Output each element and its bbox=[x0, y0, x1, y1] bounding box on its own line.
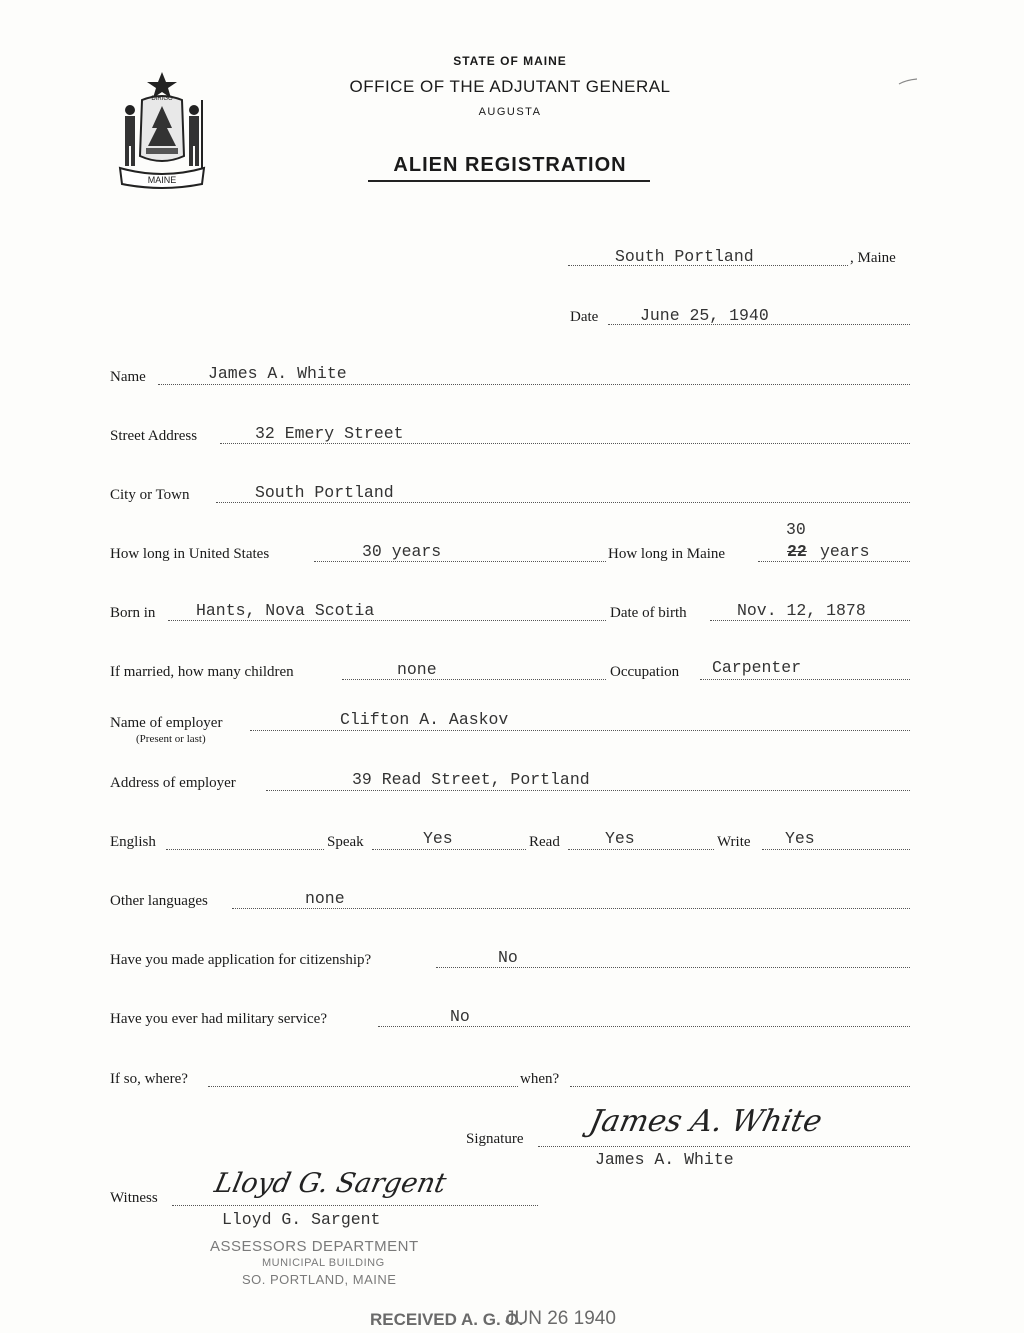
when-line bbox=[570, 1086, 910, 1087]
born-line bbox=[168, 620, 606, 621]
state-seal-icon bbox=[112, 70, 212, 190]
write-label: Write bbox=[717, 834, 751, 850]
dob-value: Nov. 12, 1878 bbox=[737, 601, 866, 620]
witness-handwritten: Lloyd G. Sargent bbox=[211, 1168, 450, 1199]
english-label: English bbox=[110, 834, 156, 850]
header-city: AUGUSTA bbox=[478, 106, 542, 118]
witness-line bbox=[172, 1205, 538, 1206]
place-suffix: , Maine bbox=[850, 250, 896, 266]
occupation-line bbox=[700, 679, 910, 680]
place-value: South Portland bbox=[615, 247, 754, 266]
seal-text: MAINE bbox=[147, 175, 177, 185]
military-value: No bbox=[450, 1007, 470, 1026]
signature-label: Signature bbox=[466, 1131, 524, 1147]
speak-label: Speak bbox=[327, 834, 364, 850]
pencil-mark bbox=[898, 78, 918, 86]
occupation-label: Occupation bbox=[610, 664, 680, 680]
other-languages-line bbox=[232, 908, 910, 909]
signature-line bbox=[538, 1146, 910, 1147]
employer-label: Name of employer bbox=[110, 715, 223, 731]
name-value: James A. White bbox=[208, 364, 347, 383]
dob-label: Date of birth bbox=[610, 605, 687, 621]
city-value: South Portland bbox=[255, 483, 394, 502]
us-stay-value: 30 years bbox=[362, 542, 442, 561]
maine-stay-line bbox=[758, 561, 910, 562]
witness-label: Witness bbox=[110, 1190, 158, 1206]
stamp-department: ASSESSORS DEPARTMENT bbox=[210, 1238, 419, 1255]
seal-motto: DIRIGO bbox=[151, 96, 173, 102]
read-line bbox=[568, 849, 714, 850]
employer-value: Clifton A. Aaskov bbox=[340, 710, 509, 729]
born-label: Born in bbox=[110, 605, 156, 621]
children-value: none bbox=[397, 660, 437, 679]
header-office: OFFICE OF THE ADJUTANT GENERAL bbox=[349, 77, 671, 96]
maine-stay-correction: 30 bbox=[786, 520, 806, 539]
title-underline bbox=[368, 180, 650, 182]
military-line bbox=[378, 1026, 910, 1027]
received-stamp-date: JUN 26 1940 bbox=[505, 1308, 616, 1329]
maine-stay-unit: years bbox=[820, 542, 870, 561]
citizenship-line bbox=[436, 967, 910, 968]
employer-address-line bbox=[266, 790, 910, 791]
header-state: STATE OF MAINE bbox=[453, 54, 567, 68]
children-label: If married, how many children bbox=[110, 664, 294, 680]
dob-line bbox=[710, 620, 910, 621]
received-stamp-prefix: RECEIVED A. G. O. bbox=[370, 1310, 524, 1329]
other-languages-value: none bbox=[305, 889, 345, 908]
speak-value: Yes bbox=[423, 829, 453, 848]
form-title: ALIEN REGISTRATION bbox=[393, 154, 627, 176]
us-stay-label: How long in United States bbox=[110, 546, 270, 562]
where-label: If so, where? bbox=[110, 1071, 188, 1087]
name-line bbox=[158, 384, 910, 385]
write-line bbox=[762, 849, 910, 850]
read-value: Yes bbox=[605, 829, 635, 848]
witness-typed: Lloyd G. Sargent bbox=[222, 1210, 381, 1229]
maine-stay-label: How long in Maine bbox=[608, 546, 726, 562]
stamp-city: SO. PORTLAND, MAINE bbox=[242, 1272, 397, 1287]
citizenship-label: Have you made application for citizenship? bbox=[110, 952, 372, 968]
employer-address-value: 39 Read Street, Portland bbox=[352, 770, 590, 789]
signature-typed: James A. White bbox=[595, 1150, 734, 1169]
employer-line bbox=[250, 730, 910, 731]
where-line bbox=[208, 1086, 518, 1087]
write-value: Yes bbox=[785, 829, 815, 848]
born-value: Hants, Nova Scotia bbox=[196, 601, 375, 620]
occupation-value: Carpenter bbox=[712, 658, 802, 677]
citizenship-value: No bbox=[498, 948, 518, 967]
english-line bbox=[166, 849, 324, 850]
street-value: 32 Emery Street bbox=[255, 424, 404, 443]
date-value: June 25, 1940 bbox=[640, 306, 769, 325]
street-label: Street Address bbox=[110, 428, 198, 444]
employer-address-label: Address of employer bbox=[110, 775, 236, 791]
read-label: Read bbox=[529, 834, 560, 850]
when-label: when? bbox=[520, 1071, 560, 1087]
children-line bbox=[342, 679, 606, 680]
city-label: City or Town bbox=[110, 487, 190, 503]
date-label: Date bbox=[570, 309, 599, 325]
speak-line bbox=[372, 849, 526, 850]
employer-sublabel: (Present or last) bbox=[136, 733, 206, 745]
us-stay-line bbox=[314, 561, 606, 562]
street-line bbox=[220, 443, 910, 444]
name-label: Name bbox=[110, 369, 146, 385]
city-line bbox=[216, 502, 910, 503]
stamp-building: MUNICIPAL BUILDING bbox=[262, 1257, 385, 1269]
maine-stay-struck: 22 bbox=[787, 542, 807, 561]
military-label: Have you ever had military service? bbox=[110, 1011, 327, 1027]
signature-handwritten: James A. White bbox=[586, 1104, 826, 1139]
other-languages-label: Other languages bbox=[110, 893, 208, 909]
